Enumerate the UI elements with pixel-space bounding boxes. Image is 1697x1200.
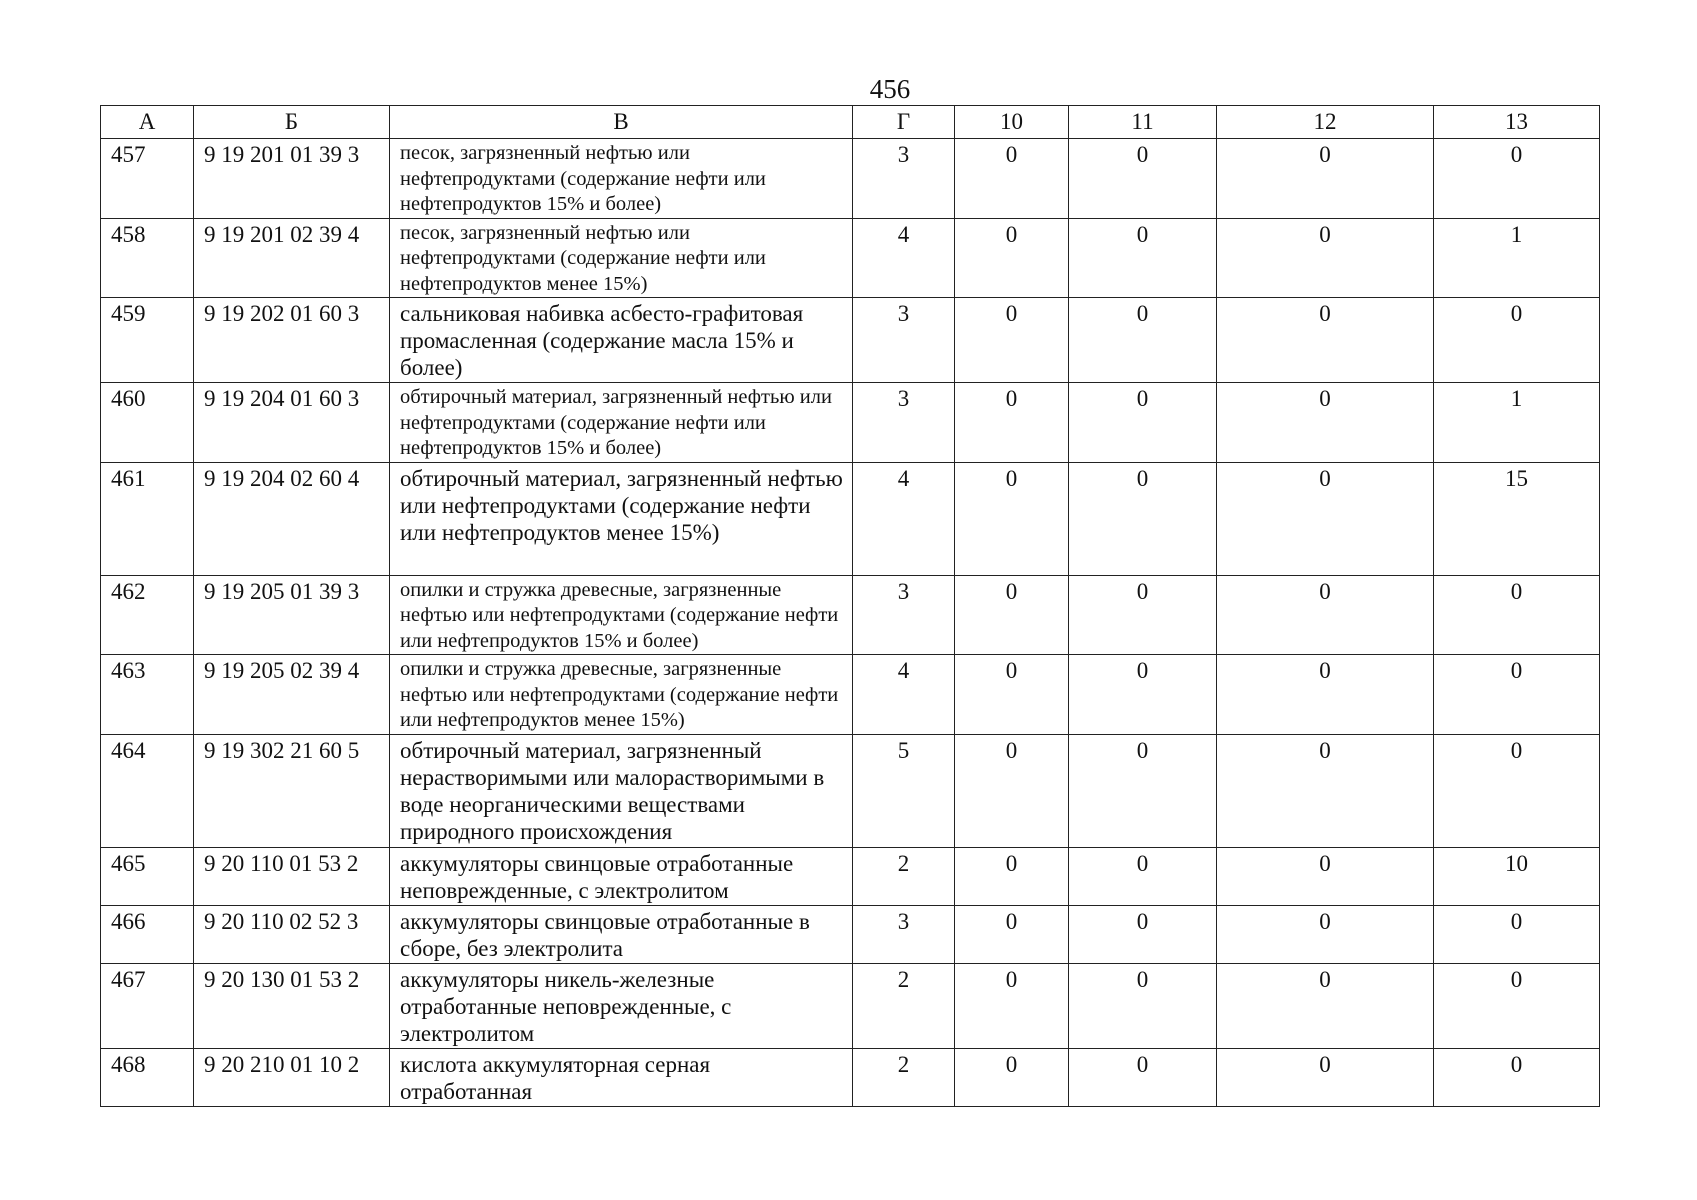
column-header: Г	[853, 106, 955, 139]
value-col-13: 10	[1434, 847, 1600, 905]
table-row	[101, 575, 1600, 655]
table-row	[101, 383, 1600, 463]
waste-description: аккумуляторы свинцовые отработанные в сборе, без электролита	[390, 905, 853, 963]
waste-description: кислота аккумуляторная серная отработанная	[390, 1048, 853, 1106]
value-col-13: 0	[1434, 575, 1600, 655]
row-number: 465	[101, 847, 194, 905]
waste-code: 9 19 201 01 39 3	[194, 139, 390, 219]
column-header: 13	[1434, 106, 1600, 139]
waste-code: 9 19 205 01 39 3	[194, 575, 390, 655]
hazard-class: 3	[853, 575, 955, 655]
column-header: 10	[955, 106, 1069, 139]
row-number: 459	[101, 298, 194, 383]
hazard-class: 3	[853, 139, 955, 219]
value-col-11: 0	[1069, 905, 1217, 963]
value-col-13: 0	[1434, 905, 1600, 963]
waste-code: 9 20 130 01 53 2	[194, 963, 390, 1048]
waste-code: 9 20 210 01 10 2	[194, 1048, 390, 1106]
column-header: В	[390, 106, 853, 139]
value-col-10: 0	[955, 905, 1069, 963]
table-row	[101, 139, 1600, 219]
value-col-13: 0	[1434, 1048, 1600, 1106]
waste-description: песок, загрязненный нефтью или нефтепродуктами (содержание нефти или нефтепродуктов 15% и более)	[390, 139, 853, 219]
waste-code: 9 19 302 21 60 5	[194, 734, 390, 847]
value-col-11: 0	[1069, 1048, 1217, 1106]
value-col-12: 0	[1217, 298, 1434, 383]
row-number: 461	[101, 462, 194, 575]
column-header: 11	[1069, 106, 1217, 139]
value-col-11: 0	[1069, 462, 1217, 575]
table-row	[101, 655, 1600, 735]
table-row	[101, 462, 1600, 575]
table-row	[101, 1048, 1600, 1106]
value-col-11: 0	[1069, 847, 1217, 905]
value-col-12: 0	[1217, 383, 1434, 463]
waste-description: сальниковая набивка асбесто-графитовая промасленная (содержание масла 15% и более)	[390, 298, 853, 383]
waste-code: 9 19 204 02 60 4	[194, 462, 390, 575]
hazard-class: 3	[853, 905, 955, 963]
table-header-row	[101, 106, 1600, 139]
table-row	[101, 847, 1600, 905]
hazard-class: 4	[853, 218, 955, 298]
value-col-12: 0	[1217, 462, 1434, 575]
value-col-10: 0	[955, 575, 1069, 655]
value-col-10: 0	[955, 734, 1069, 847]
hazard-class: 2	[853, 847, 955, 905]
value-col-10: 0	[955, 139, 1069, 219]
value-col-13: 0	[1434, 655, 1600, 735]
row-number: 457	[101, 139, 194, 219]
waste-description: обтирочный материал, загрязненный нефтью или нефтепродуктами (содержание нефти или нефтепродуктов менее 15%)	[390, 462, 853, 575]
row-number: 463	[101, 655, 194, 735]
value-col-13: 0	[1434, 139, 1600, 219]
value-col-12: 0	[1217, 963, 1434, 1048]
hazard-class: 3	[853, 298, 955, 383]
value-col-10: 0	[955, 218, 1069, 298]
hazard-class: 4	[853, 462, 955, 575]
waste-code: 9 19 204 01 60 3	[194, 383, 390, 463]
waste-description: аккумуляторы никель-железные отработанные неповрежденные, с электролитом	[390, 963, 853, 1048]
table-row	[101, 298, 1600, 383]
value-col-12: 0	[1217, 847, 1434, 905]
value-col-13: 15	[1434, 462, 1600, 575]
waste-code: 9 19 202 01 60 3	[194, 298, 390, 383]
value-col-11: 0	[1069, 218, 1217, 298]
value-col-12: 0	[1217, 1048, 1434, 1106]
waste-classification-table	[100, 105, 1600, 1107]
table-row	[101, 734, 1600, 847]
row-number: 468	[101, 1048, 194, 1106]
value-col-10: 0	[955, 298, 1069, 383]
row-number: 466	[101, 905, 194, 963]
value-col-10: 0	[955, 963, 1069, 1048]
value-col-10: 0	[955, 1048, 1069, 1106]
hazard-class: 2	[853, 1048, 955, 1106]
value-col-11: 0	[1069, 734, 1217, 847]
value-col-10: 0	[955, 462, 1069, 575]
waste-description: аккумуляторы свинцовые отработанные неповрежденные, с электролитом	[390, 847, 853, 905]
value-col-11: 0	[1069, 655, 1217, 735]
hazard-class: 3	[853, 383, 955, 463]
value-col-13: 1	[1434, 383, 1600, 463]
waste-description: опилки и стружка древесные, загрязненные нефтью или нефтепродуктами (содержание нефти или нефтепродуктов менее 15%)	[390, 655, 853, 735]
value-col-12: 0	[1217, 139, 1434, 219]
value-col-11: 0	[1069, 383, 1217, 463]
value-col-12: 0	[1217, 218, 1434, 298]
value-col-12: 0	[1217, 905, 1434, 963]
waste-code: 9 19 201 02 39 4	[194, 218, 390, 298]
value-col-12: 0	[1217, 655, 1434, 735]
value-col-12: 0	[1217, 575, 1434, 655]
table-row	[101, 905, 1600, 963]
row-number: 464	[101, 734, 194, 847]
column-header: 12	[1217, 106, 1434, 139]
value-col-13: 0	[1434, 963, 1600, 1048]
value-col-10: 0	[955, 383, 1069, 463]
value-col-12: 0	[1217, 734, 1434, 847]
page-number: 456	[869, 74, 911, 104]
row-number: 462	[101, 575, 194, 655]
column-header: А	[101, 106, 194, 139]
waste-description: обтирочный материал, загрязненный нефтью или нефтепродуктами (содержание нефти или нефтепродуктов 15% и более)	[390, 383, 853, 463]
row-number: 460	[101, 383, 194, 463]
table-row	[101, 218, 1600, 298]
hazard-class: 5	[853, 734, 955, 847]
value-col-10: 0	[955, 847, 1069, 905]
value-col-11: 0	[1069, 963, 1217, 1048]
value-col-13: 1	[1434, 218, 1600, 298]
hazard-class: 2	[853, 963, 955, 1048]
value-col-10: 0	[955, 655, 1069, 735]
waste-description: опилки и стружка древесные, загрязненные нефтью или нефтепродуктами (содержание нефти или нефтепродуктов 15% и более)	[390, 575, 853, 655]
waste-code: 9 20 110 01 53 2	[194, 847, 390, 905]
row-number: 458	[101, 218, 194, 298]
table-row	[101, 963, 1600, 1048]
value-col-11: 0	[1069, 575, 1217, 655]
waste-description: обтирочный материал, загрязненный нерастворимыми или малорастворимыми в воде неорганическими веществами природного происхождения	[390, 734, 853, 847]
row-number: 467	[101, 963, 194, 1048]
waste-code: 9 19 205 02 39 4	[194, 655, 390, 735]
waste-description: песок, загрязненный нефтью или нефтепродуктами (содержание нефти или нефтепродуктов менее 15%)	[390, 218, 853, 298]
hazard-class: 4	[853, 655, 955, 735]
value-col-11: 0	[1069, 139, 1217, 219]
value-col-13: 0	[1434, 298, 1600, 383]
value-col-13: 0	[1434, 734, 1600, 847]
column-header: Б	[194, 106, 390, 139]
waste-code: 9 20 110 02 52 3	[194, 905, 390, 963]
value-col-11: 0	[1069, 298, 1217, 383]
